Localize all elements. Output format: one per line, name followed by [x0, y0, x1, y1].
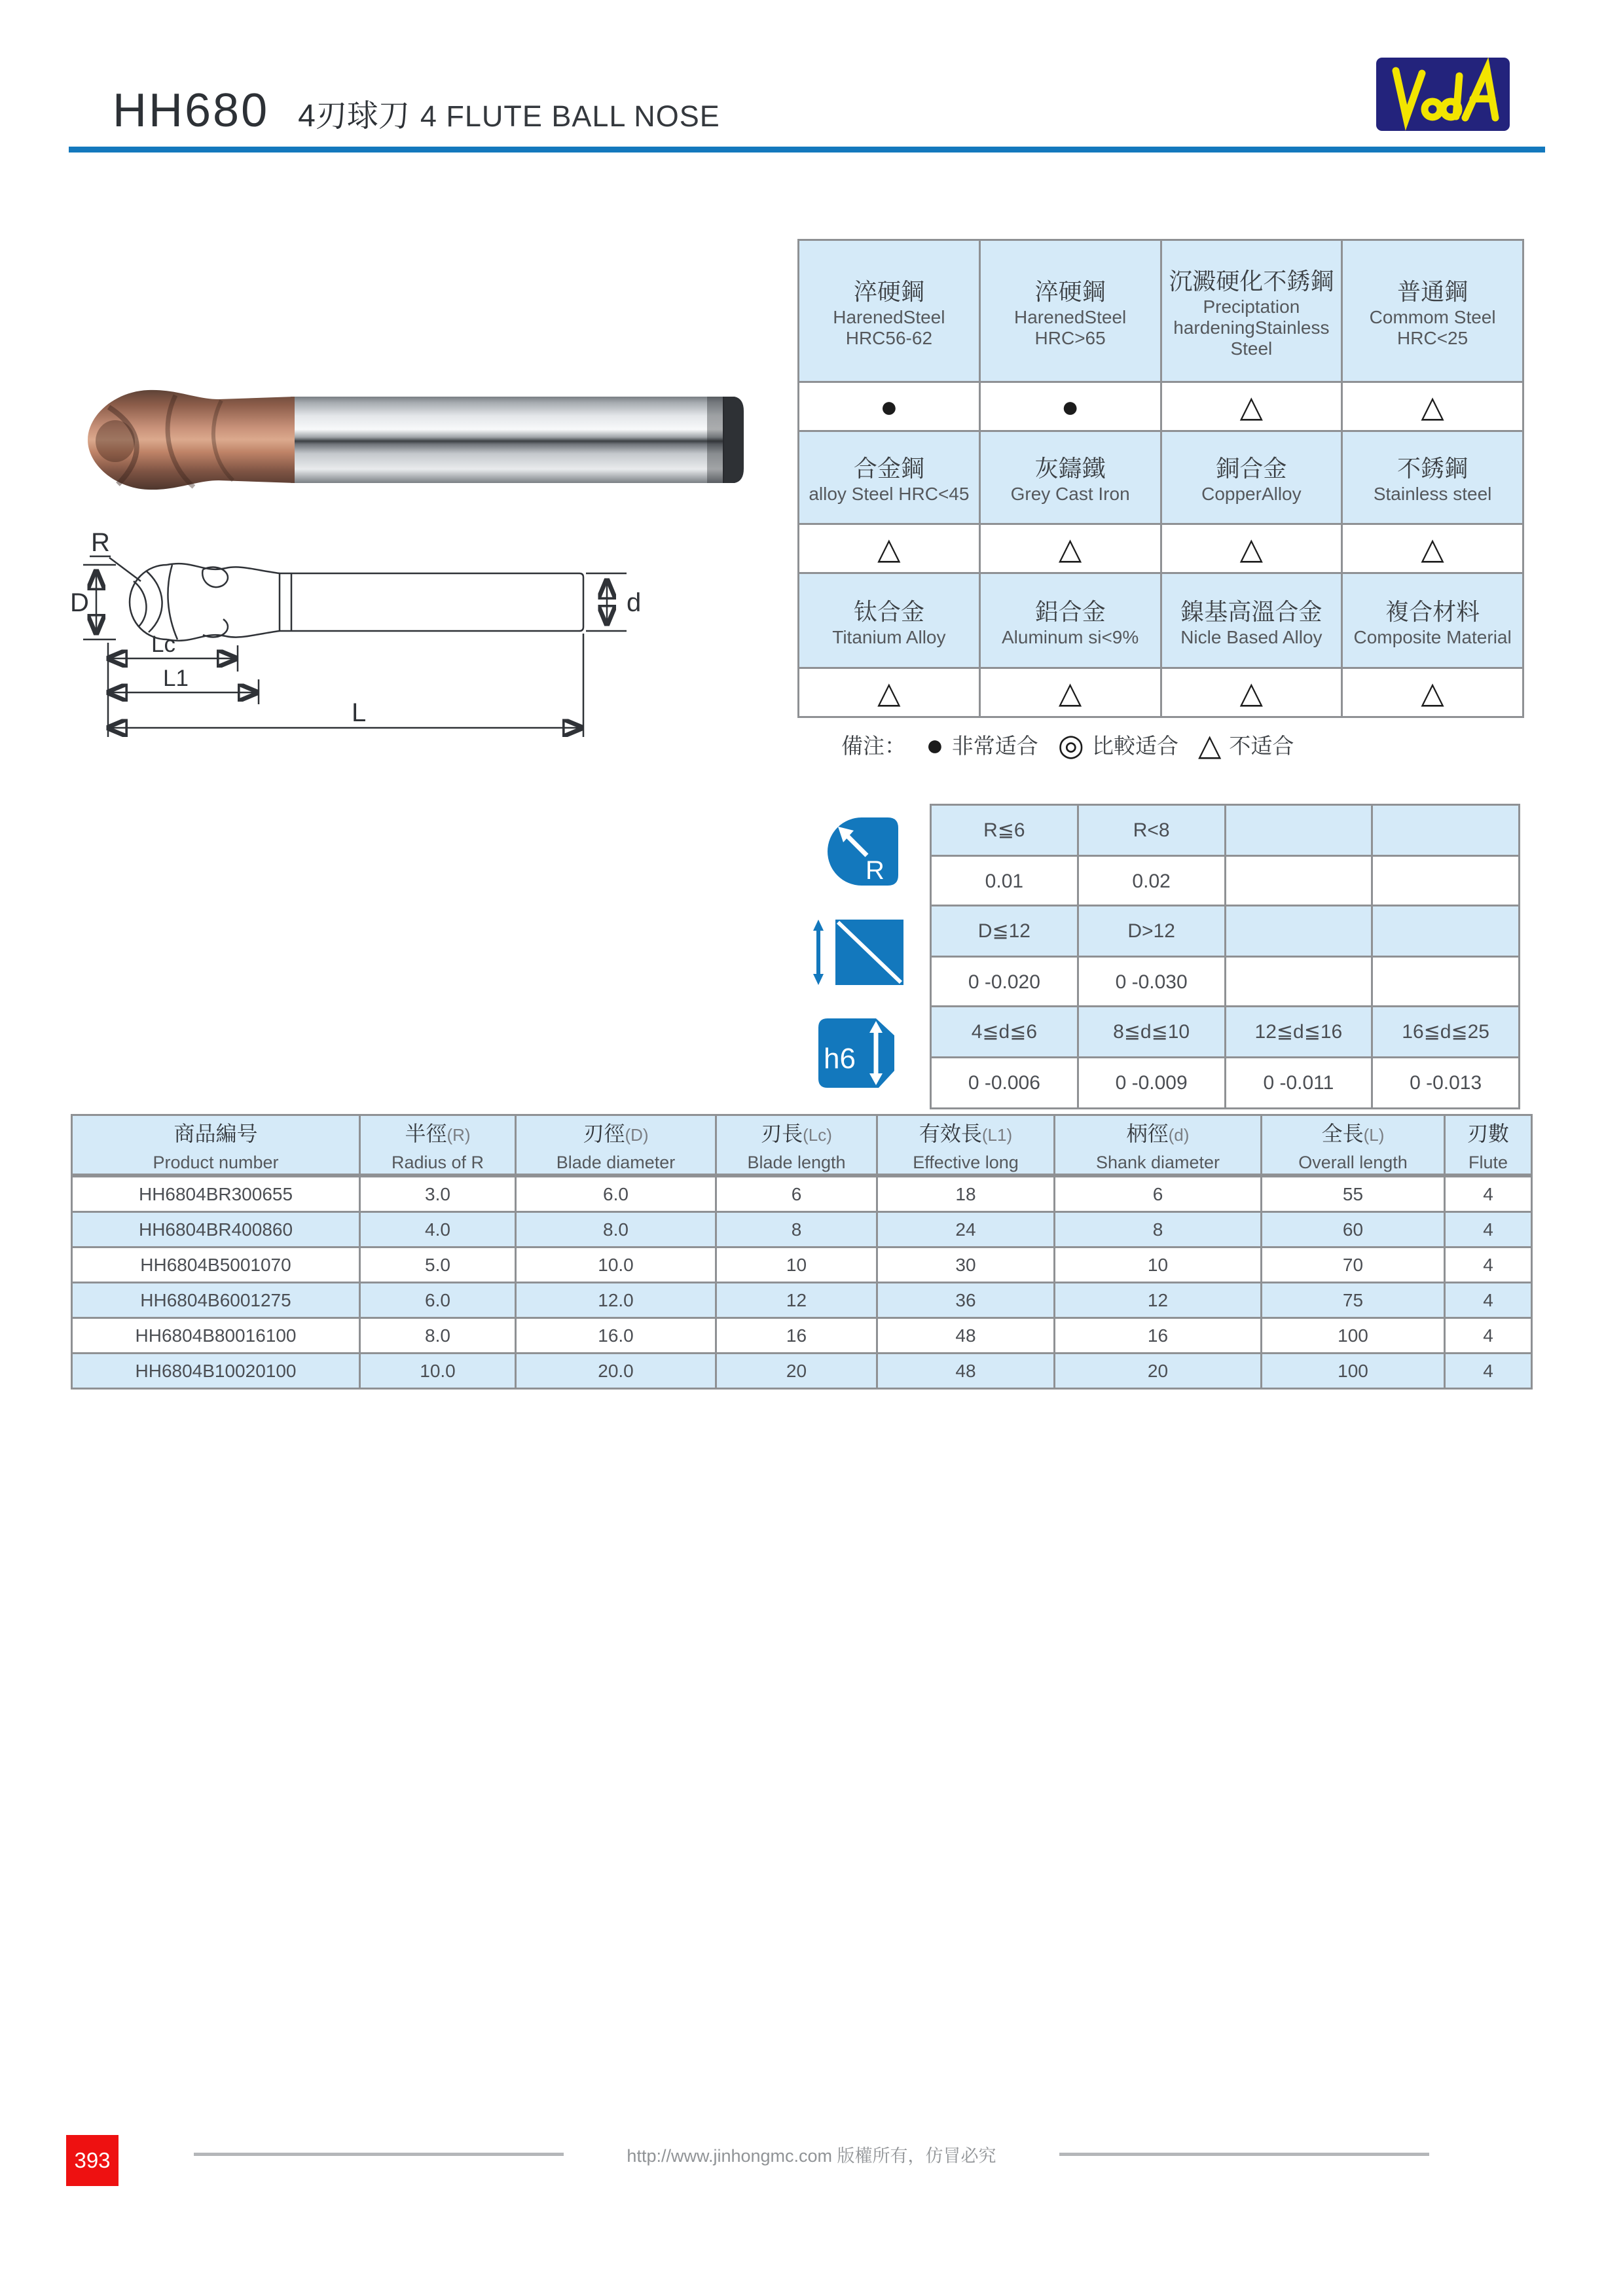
col-header-zh: 有效長 — [919, 1121, 982, 1145]
col-header-en: Flute — [1468, 1152, 1508, 1172]
tolerance-range: 4≦d≦6 — [931, 1007, 1078, 1058]
product-row: HH6804B80016100 8.0 16.0 16 48 16 100 4 — [72, 1318, 1532, 1354]
material-row-2 — [799, 431, 1523, 524]
material-name-zh: 灰鑄鐵 — [1034, 455, 1106, 482]
material-spec: Steel — [1230, 338, 1273, 359]
material-name-en: Nicle Based Alloy — [1180, 626, 1322, 647]
legend-item-label: 不适合 — [1229, 734, 1294, 758]
radius-icon-letter: R — [866, 856, 884, 885]
material-name-en: Commom Steel — [1369, 306, 1496, 327]
col-header-en: Blade length — [747, 1152, 846, 1172]
tool-photo — [77, 387, 755, 492]
footer — [0, 2142, 1623, 2167]
suitability-legend — [841, 729, 1294, 760]
triangle-icon: △ — [1197, 727, 1222, 762]
col-header-en: Blade diameter — [556, 1152, 676, 1172]
footer-divider-right — [1059, 2153, 1429, 2156]
material-name-zh: 普通鋼 — [1397, 278, 1468, 305]
material-spec: HRC<25 — [1397, 327, 1468, 348]
material-spec: HRC56-62 — [845, 327, 933, 348]
dim-label-small-d: d — [627, 588, 642, 617]
product-row: HH6804B6001275 6.0 12.0 12 36 12 75 4 — [72, 1283, 1532, 1318]
product-row: HH6804BR300655 3.0 6.0 6 18 6 55 4 — [72, 1175, 1532, 1212]
tolerance-range: D>12 — [1078, 906, 1225, 957]
tolerance-range — [1372, 906, 1520, 957]
material-name-en: Aluminum si<9% — [1001, 626, 1139, 647]
tolerance-value: 0 -0.009 — [1078, 1058, 1225, 1109]
material-row-3 — [799, 573, 1523, 668]
shank-tolerance-table — [930, 1005, 1520, 1109]
tool-dimension-drawing — [69, 524, 658, 740]
material-name-en: Stainless steel — [1373, 484, 1492, 504]
dim-label-big-d: D — [70, 588, 89, 617]
double-circle-icon: ◎ — [1057, 727, 1084, 762]
subtitle-chinese: 4刃球刀 — [298, 99, 410, 134]
suitability-symbol: △ — [1239, 675, 1264, 709]
col-header-en: Product number — [153, 1152, 279, 1172]
dim-label-lc: Lc — [151, 632, 175, 657]
filled-circle-icon: ● — [926, 727, 944, 762]
shank-h6-tolerance-icon — [818, 1018, 894, 1088]
tolerance-range — [1372, 805, 1520, 856]
suitability-symbol: △ — [1058, 675, 1082, 709]
suitability-symbol: △ — [877, 531, 901, 565]
subtitle-english: 4 FLUTE BALL NOSE — [420, 99, 720, 133]
product-row: HH6804BR400860 4.0 8.0 8 24 8 60 4 — [72, 1212, 1532, 1247]
tolerance-value: 0 -0.030 — [1078, 957, 1225, 1008]
material-name-en: HarenedSteel — [1014, 306, 1127, 327]
page-header — [113, 84, 720, 137]
suitability-symbol: △ — [1421, 675, 1444, 709]
tolerance-range: 8≦d≦10 — [1078, 1007, 1225, 1058]
tolerance-value: 0 -0.013 — [1372, 1058, 1520, 1109]
material-name-en: Titanium Alloy — [832, 626, 946, 647]
col-header-en: Effective long — [913, 1152, 1019, 1172]
product-number: HH6804BR400860 — [72, 1212, 360, 1247]
material-suitability-row — [799, 382, 1523, 431]
suitability-symbol: △ — [1421, 389, 1444, 423]
material-spec: HRC>65 — [1034, 327, 1106, 348]
dim-label-l1: L1 — [163, 666, 189, 691]
material-name-zh: 淬硬鋼 — [1034, 278, 1106, 305]
suitability-symbol: ● — [1061, 389, 1080, 423]
product-number: HH6804B80016100 — [72, 1318, 360, 1354]
col-header-zh: 半徑 — [405, 1121, 447, 1145]
material-name-en: HarenedSteel — [833, 306, 945, 327]
material-name-en: alloy Steel HRC<45 — [809, 484, 970, 504]
suitability-symbol: △ — [1421, 531, 1444, 565]
material-name-en: Composite Material — [1353, 626, 1512, 647]
dim-label-r: R — [91, 528, 110, 557]
col-header-zh: 商品編号 — [173, 1121, 258, 1145]
suitability-symbol: △ — [1239, 531, 1264, 565]
material-name-zh: 合金鋼 — [853, 455, 924, 482]
col-header-zh: 刃長 — [761, 1121, 803, 1145]
tolerance-range: 12≦d≦16 — [1225, 1007, 1372, 1058]
col-header-zh: 刃數 — [1467, 1121, 1509, 1145]
product-row: HH6804B10020100 10.0 20.0 20 48 20 100 4 — [72, 1354, 1532, 1389]
tolerance-range: R<8 — [1078, 805, 1225, 856]
tolerance-range: 16≦d≦25 — [1372, 1007, 1520, 1058]
tolerance-value: 0 -0.011 — [1225, 1058, 1372, 1109]
tolerance-range — [1225, 805, 1372, 856]
tolerance-value — [1225, 856, 1372, 907]
material-name-zh: 鋁合金 — [1034, 598, 1106, 625]
tolerance-value: 0.02 — [1078, 856, 1225, 907]
material-name-en: Grey Cast Iron — [1010, 484, 1130, 504]
col-header-zh: 全長 — [1321, 1121, 1364, 1145]
material-row-1 — [799, 240, 1523, 382]
footer-divider-left — [194, 2153, 564, 2156]
material-name-zh: 銅合金 — [1216, 455, 1287, 482]
material-suitability-row — [799, 668, 1523, 717]
legend-item-label: 非常适合 — [951, 734, 1038, 758]
tolerance-range: R≦6 — [931, 805, 1078, 856]
tool-shank — [291, 397, 723, 483]
dim-label-l: L — [352, 698, 367, 727]
tolerance-value — [1372, 957, 1520, 1008]
tool-shank-end — [723, 397, 744, 483]
legend-item-label: 比較适合 — [1091, 734, 1178, 758]
suitability-symbol: △ — [877, 675, 901, 709]
suitability-symbol: △ — [1058, 531, 1082, 565]
material-name-zh: 沉澱硬化不銹鋼 — [1169, 267, 1334, 295]
legend-label: 備注： — [841, 734, 906, 758]
tolerance-value: 0.01 — [931, 856, 1078, 907]
model-number: HH680 — [113, 84, 270, 137]
tolerance-value — [1225, 957, 1372, 1008]
product-table-header: 商品編号 Product number 半徑(R) Radius of R 刃徑(D) Blade diameter 刃長(Lc) Blade length 有效長(L1) Effective long 柄徑(d) Shank diameter 全長(L) Overall length 刃數 Flute — [72, 1115, 1532, 1176]
material-suitability-table — [797, 239, 1524, 718]
brand-logo — [1376, 58, 1510, 131]
material-name-zh: 複合材料 — [1385, 598, 1480, 625]
material-name-zh: 不銹鋼 — [1397, 455, 1468, 482]
material-suitability-row — [799, 524, 1523, 573]
diameter-tolerance-table — [930, 905, 1520, 1009]
product-number: HH6804B6001275 — [72, 1283, 360, 1318]
product-row: HH6804B5001070 5.0 10.0 10 30 10 70 4 — [72, 1247, 1532, 1283]
page-number-badge: 393 — [66, 2135, 119, 2186]
col-header-en: Overall length — [1298, 1152, 1408, 1172]
material-name-en: Preciptation hardeningStainless — [1173, 296, 1330, 338]
h6-icon-label: h6 — [824, 1043, 856, 1075]
col-header-en: Radius of R — [391, 1152, 484, 1172]
tolerance-value: 0 -0.020 — [931, 957, 1078, 1008]
suitability-symbol: ● — [879, 389, 898, 423]
product-number: HH6804B10020100 — [72, 1354, 360, 1389]
suitability-symbol: △ — [1239, 389, 1264, 423]
tolerance-value — [1372, 856, 1520, 907]
material-name-zh: 鎳基高溫合金 — [1180, 598, 1322, 625]
tolerance-range — [1225, 906, 1372, 957]
product-number: HH6804B5001070 — [72, 1247, 360, 1283]
material-name-zh: 钛合金 — [853, 598, 924, 625]
radius-tolerance-icon — [828, 817, 898, 886]
col-header-zh: 刃徑 — [583, 1121, 625, 1145]
col-header-zh: 柄徑 — [1126, 1121, 1169, 1145]
material-name-en: CopperAlloy — [1201, 484, 1302, 504]
radius-tolerance-table — [930, 804, 1520, 908]
header-accent-rule — [69, 147, 1545, 152]
material-name-zh: 淬硬鋼 — [853, 278, 924, 305]
product-spec-table — [71, 1114, 1533, 1390]
tolerance-range: D≦12 — [931, 906, 1078, 957]
col-header-en: Shank diameter — [1095, 1152, 1220, 1172]
footer-copyright: http://www.jinhongmc.com 版權所有，仿冒必究 — [627, 2146, 996, 2166]
diameter-tolerance-icon — [812, 920, 903, 985]
tolerance-value: 0 -0.006 — [931, 1058, 1078, 1109]
product-number: HH6804BR300655 — [72, 1175, 360, 1212]
